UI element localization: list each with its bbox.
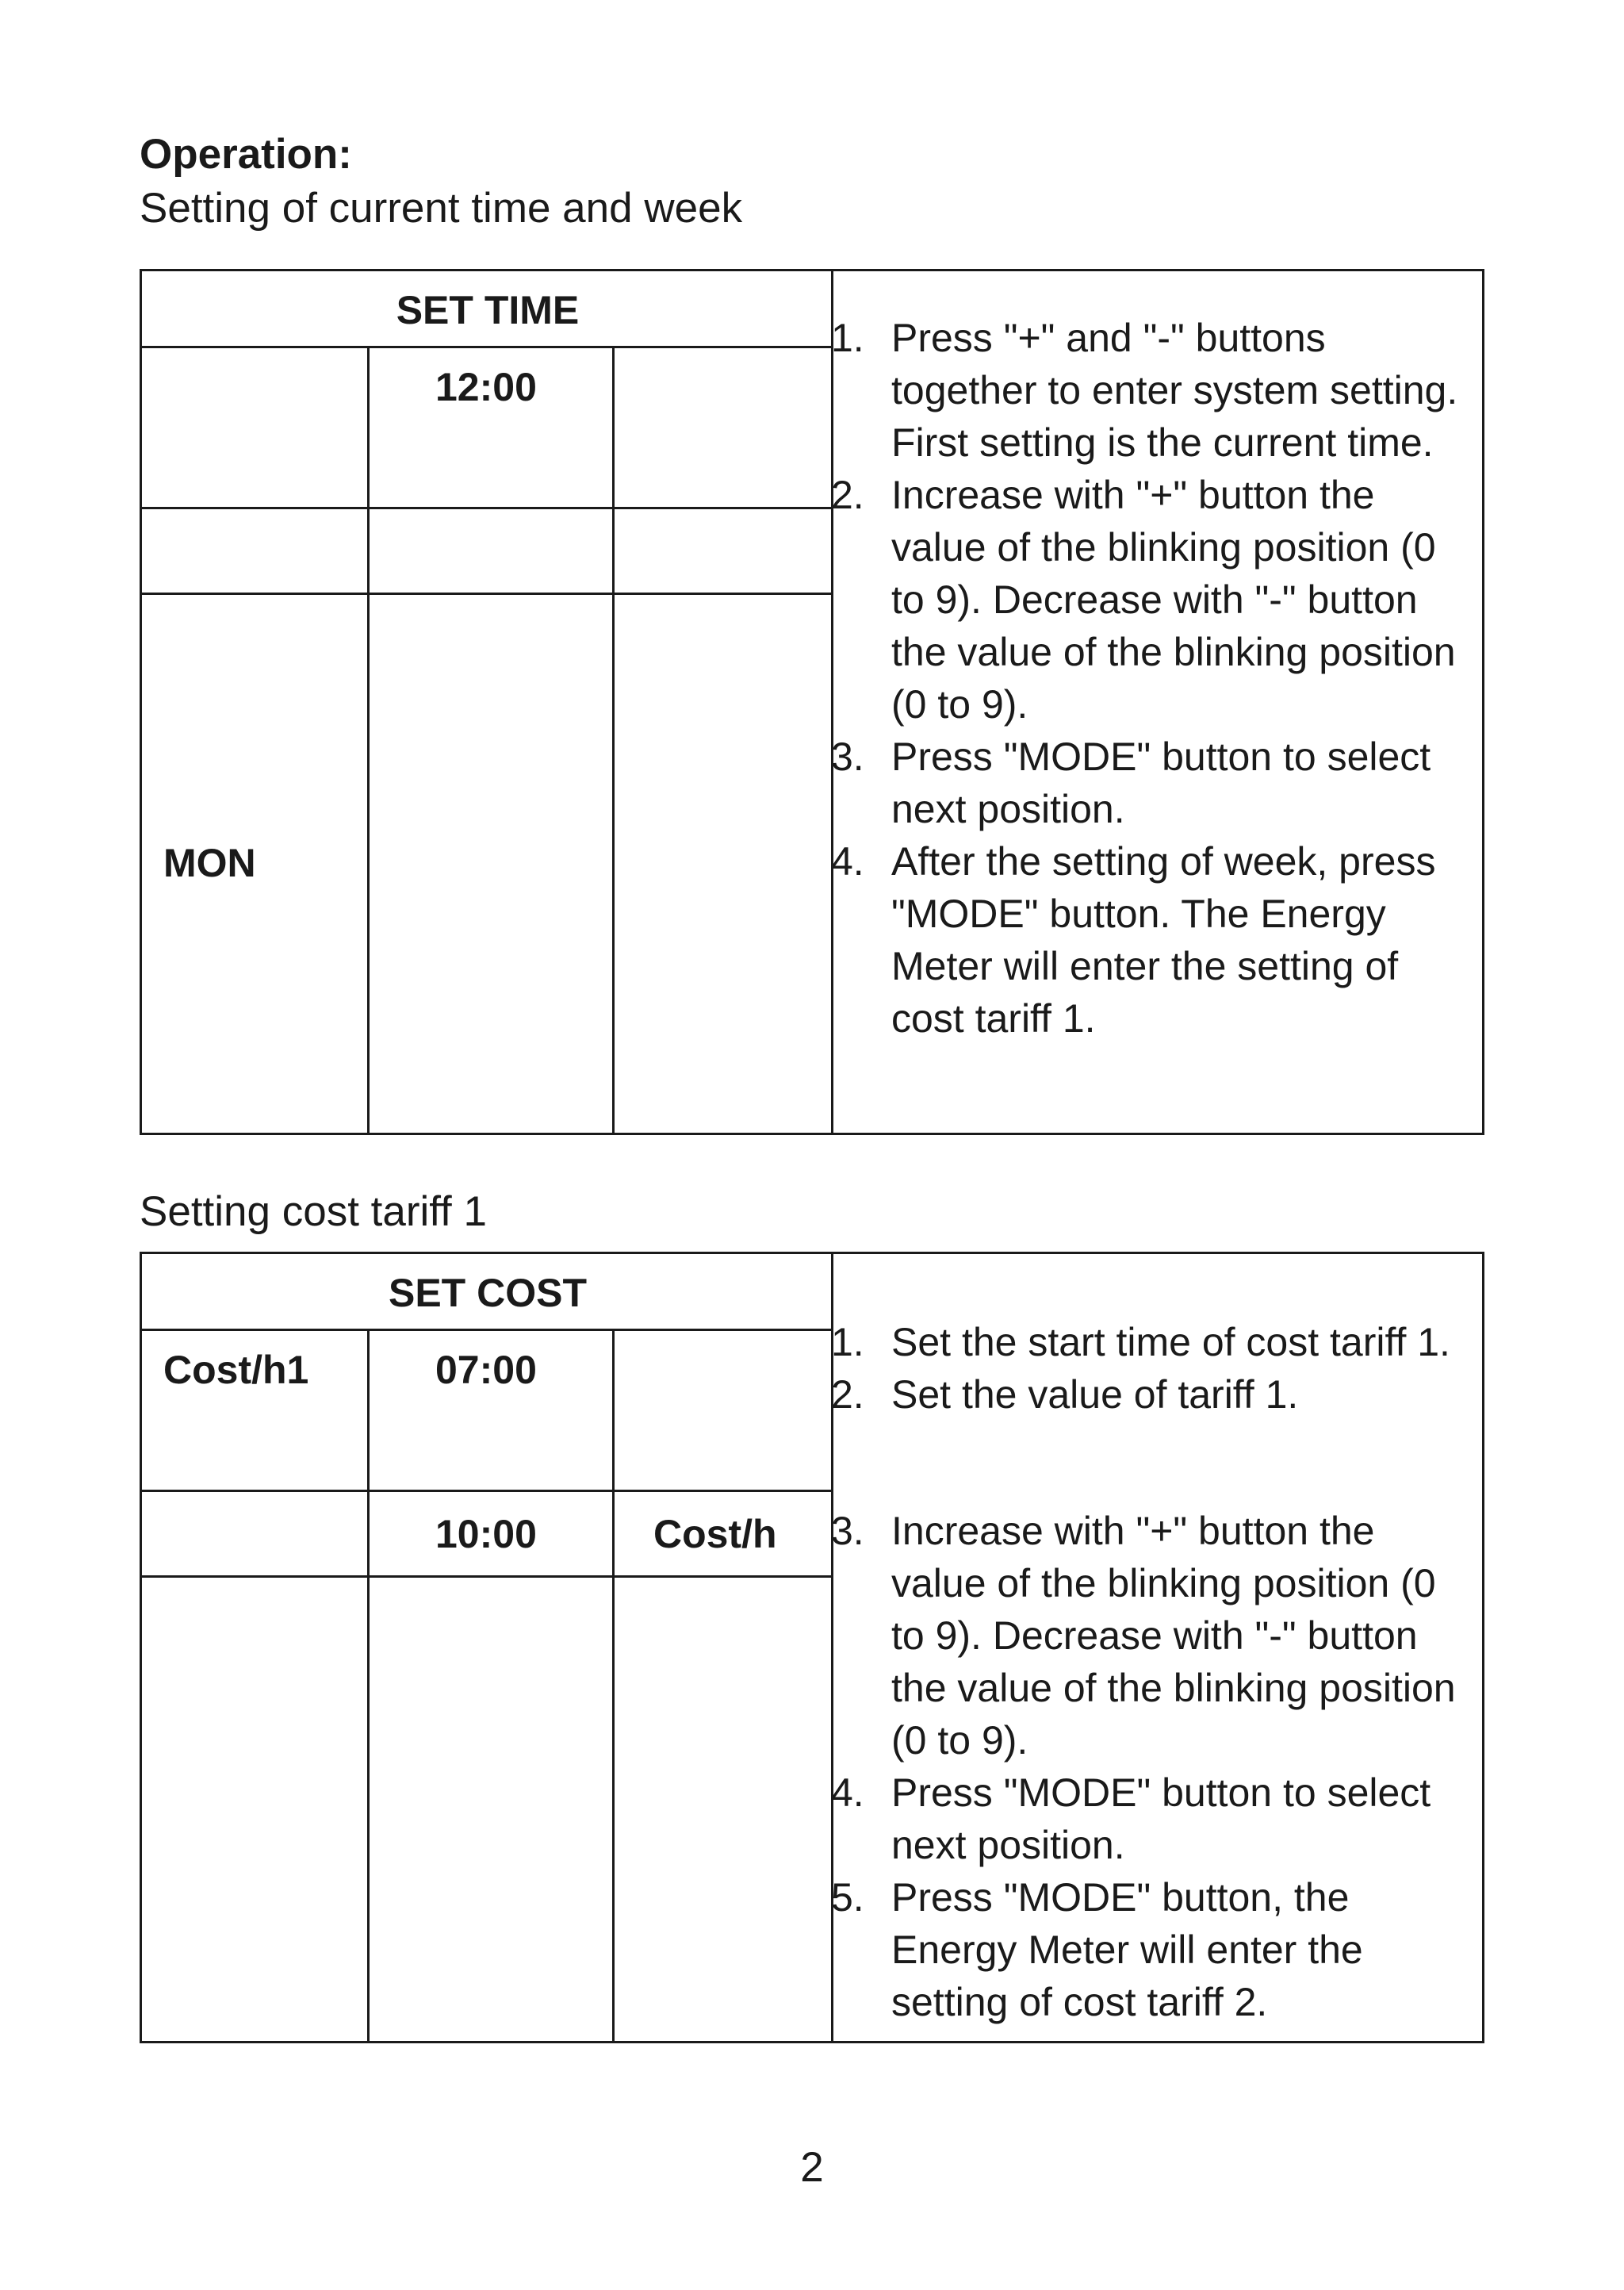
page-number: 2 [800, 2144, 824, 2191]
row-divider [142, 1329, 831, 1331]
set-cost-subtitle: Setting cost tariff 1 [140, 1188, 487, 1235]
set-cost-instructions-continued [831, 1505, 1465, 2028]
column-divider [612, 348, 615, 1133]
list-item: 2. Increase with "+" button the value of the blinking position (0 to 9). Decrease with "-" button the value of the blinking position (0 to 9). [831, 473, 1456, 727]
list-item: 4. After the setting of week, press "MODE" button. The Energy Meter will enter the setting of cost tariff 1. [831, 839, 1436, 1041]
list-item: 3. Increase with "+" button the value of the blinking position (0 to 9). Decrease with "-" button the value of the blinking position (0 to 9). [831, 1509, 1456, 1763]
list-item: 5. Press "MODE" button, the Energy Meter will enter the setting of cost tariff 2. [831, 1875, 1363, 2024]
list-item: 4. Press "MODE" button to select next position. [831, 1770, 1431, 1867]
set-time-subtitle: Setting of current time and week [140, 185, 743, 232]
display-title: SET COST [388, 1271, 588, 1315]
time-value: 12:00 [435, 365, 537, 409]
weekday-value: MON [163, 841, 256, 885]
list-item: 1. Press "+" and "-" buttons together to enter system setting. First setting is the current time. [831, 316, 1458, 465]
list-item: 2. Set the value of tariff 1. [831, 1372, 1299, 1417]
row-divider [142, 346, 831, 348]
end-time-value: 10:00 [435, 1512, 537, 1556]
start-time-value: 07:00 [435, 1348, 537, 1392]
row-divider [142, 507, 831, 509]
section-heading: Operation: [140, 131, 352, 178]
cost-unit-label: Cost/h [653, 1512, 777, 1556]
row-divider [142, 593, 831, 595]
display-title: SET TIME [396, 288, 580, 332]
column-divider [367, 348, 370, 1133]
set-cost-instructions-start [831, 1316, 1465, 1421]
set-time-instructions [831, 312, 1465, 1045]
list-item: 1. Set the start time of cost tariff 1. [831, 1320, 1450, 1364]
column-divider [612, 1331, 615, 2041]
cost-label: Cost/h1 [163, 1348, 309, 1392]
row-divider [142, 1575, 831, 1578]
column-divider [367, 1331, 370, 2041]
list-item: 3. Press "MODE" button to select next position. [831, 735, 1431, 831]
row-divider [142, 1490, 831, 1492]
